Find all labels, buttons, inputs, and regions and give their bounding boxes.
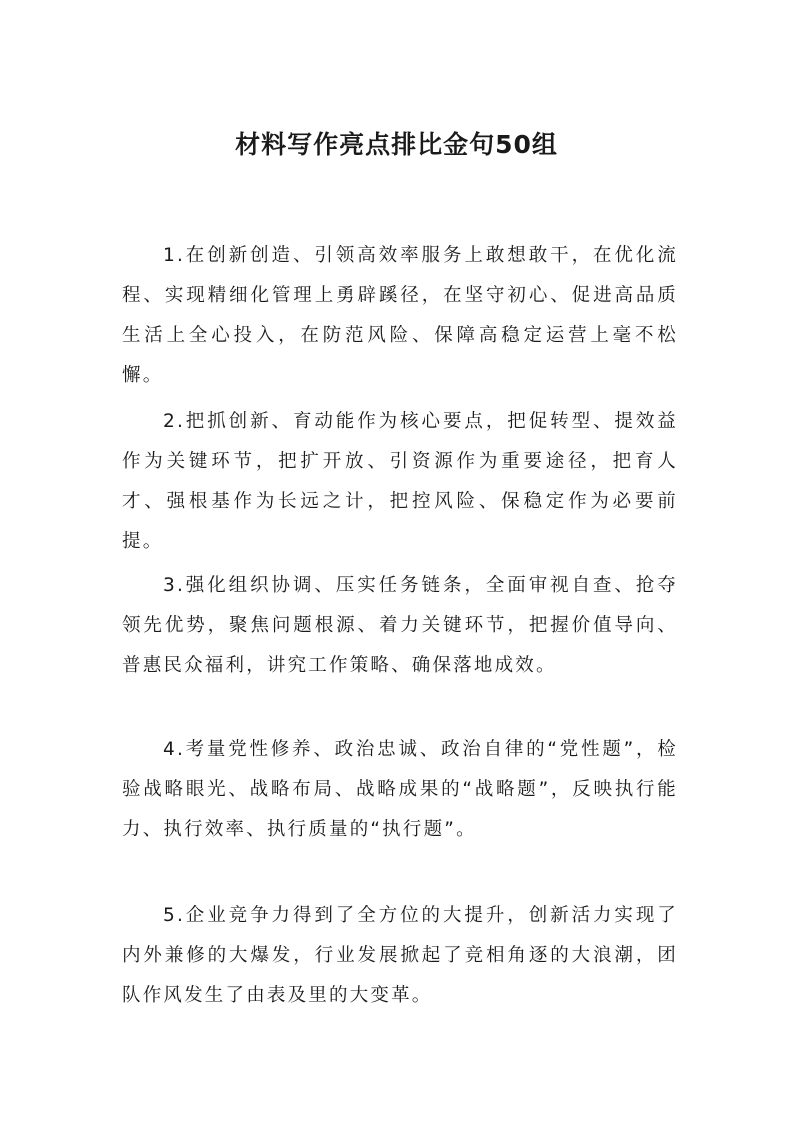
paragraph-2: 2.把抓创新、育动能作为核心要点，把促转型、提效益作为关键环节，把扩开放、引资源作为重要途径，把育人才、强根基作为长远之计，把控风险、保稳定作为必要前提。 (122, 411, 678, 552)
paragraph-3: 3.强化组织协调、压实任务链条，全面审视自查、抢夺领先优势，聚焦问题根源、着力关键环节，把握价值导向、普惠民众福利，讲究工作策略、确保落地成效。 (122, 575, 678, 676)
paragraph-4: 4.考量党性修养、政治忠诚、政治自律的“党性题”，检验战略眼光、战略布局、战略成果的“战略题”，反映执行能力、执行效率、执行质量的“执行题”。 (122, 739, 678, 840)
paragraph-1: 1.在创新创造、引领高效率服务上敢想敢干，在优化流程、实现精细化管理上勇辟蹊径，在坚守初心、促进高品质生活上全心投入，在防范风险、保障高稳定运营上毫不松懈。 (122, 245, 678, 386)
document-title: 材料写作亮点排比金句50组 (235, 130, 558, 159)
paragraph-5: 5.企业竞争力得到了全方位的大提升，创新活力实现了内外兼修的大爆发，行业发展掀起了竞相角逐的大浪潮，团队作风发生了由表及里的大变革。 (122, 905, 678, 1006)
